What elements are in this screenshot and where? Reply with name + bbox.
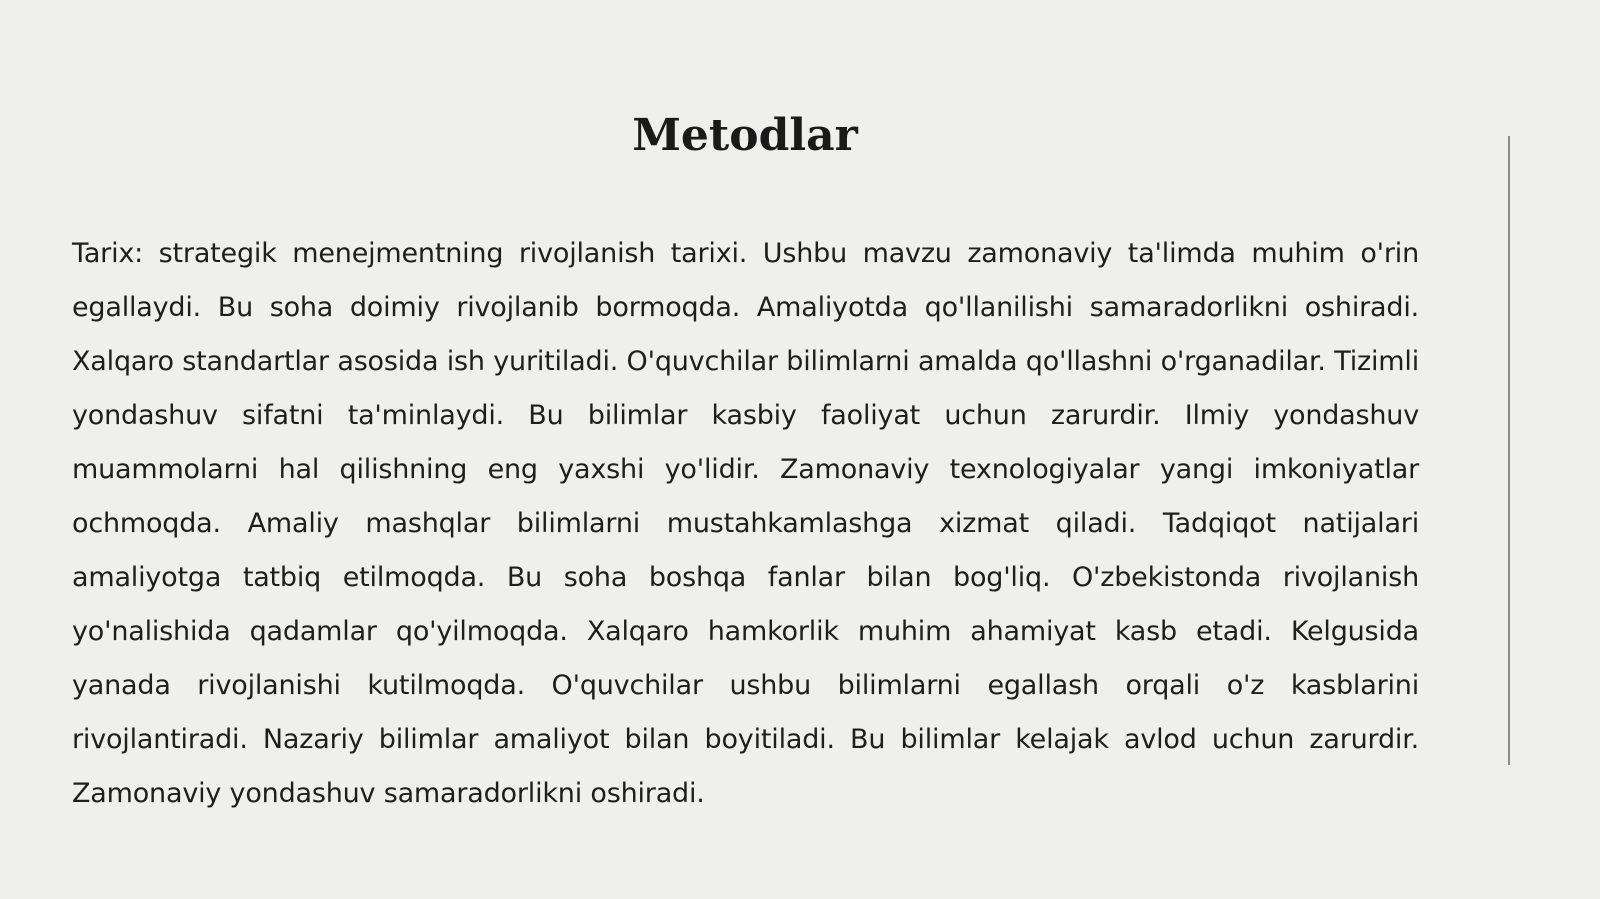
slide-title: Metodlar — [632, 110, 858, 161]
slide-body-text: Tarix: strategik menejmentning rivojlanish tarixi. Ushbu mavzu zamonaviy ta'limda muhim o'rin egallaydi. Bu soha doimiy rivojlanib bormoqda. Amaliyotda qo'llanilishi samaradorlikni oshiradi. Xalqaro standartlar asosida ish yuritiladi. O'quvchilar bilimlarni amalda qo'llashni o'rganadilar. Tizimli yondashuv sifatni ta'minlaydi. Bu bilimlar kasbiy faoliyat uchun zarurdir. Ilmiy yondashuv muammolarni hal qilishning eng yaxshi yo'lidir. Zamonaviy texnologiyalar yangi imkoniyatlar ochmoqda. Amaliy mashqlar bilimlarni mustahkamlashga xizmat qiladi. Tadqiqot natijalari amaliyotga tatbiq etilmoqda. Bu soha boshqa fanlar bilan bog'liq. O'zbekistonda rivojlanish yo'nalishida qadamlar qo'yilmoqda. Xalqaro hamkorlik muhim ahamiyat kasb etadi. Kelgusida yanada rivojlanishi kutilmoqda. O'quvchilar ushbu bilimlarni egallash orqali o'z kasblarini rivojlantiradi. Nazariy bilimlar amaliyot bilan boyitiladi. Bu bilimlar kelajak avlod uchun zarurdir. Zamonaviy yondashuv samaradorlikni oshiradi. — [72, 238, 1419, 809]
vertical-divider — [1508, 136, 1510, 765]
